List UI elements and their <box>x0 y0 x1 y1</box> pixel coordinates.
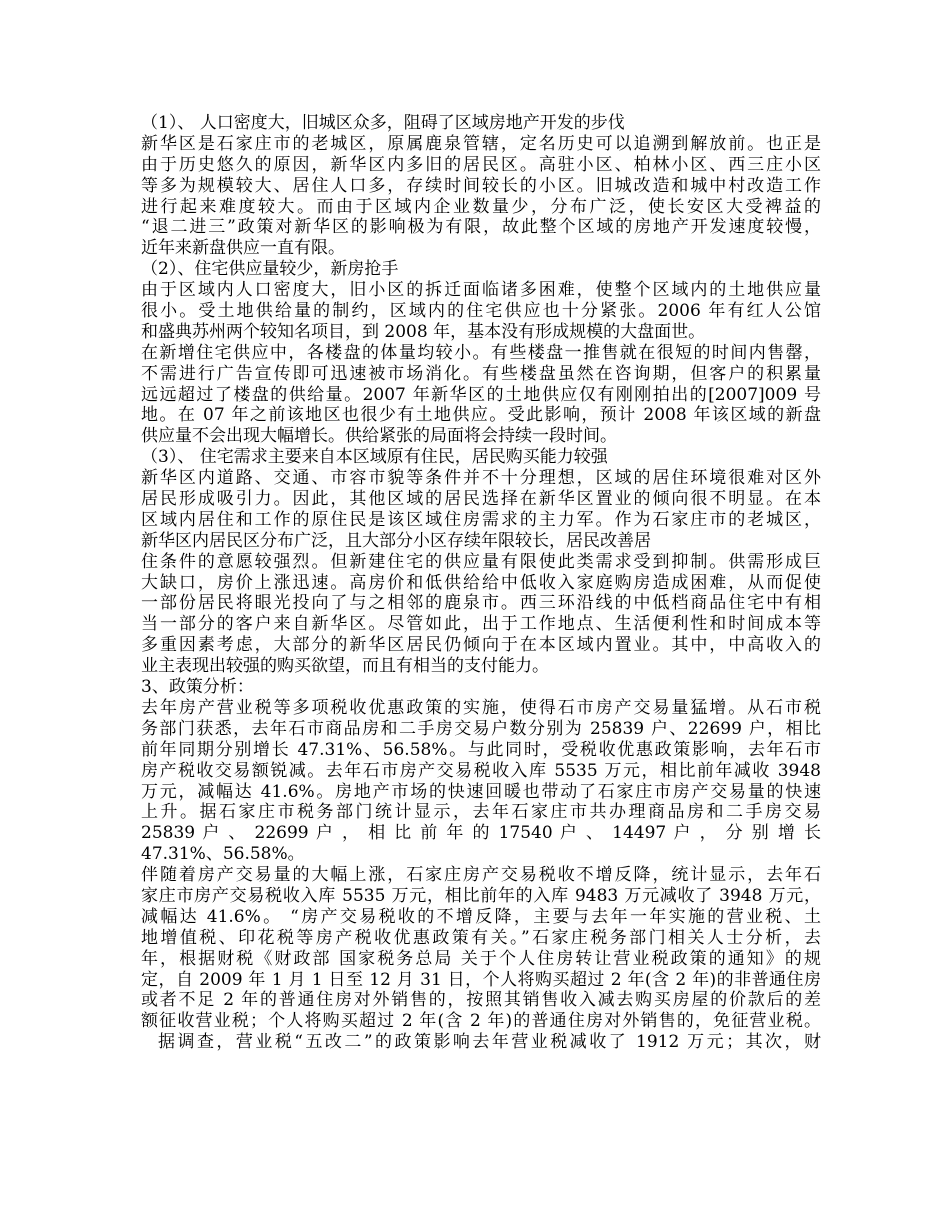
document-body <box>141 113 821 1053</box>
text-line: 地增值税、印花税等房产税收优惠政策有关。”石家庄税务部门相关人士分析，去 <box>141 927 821 948</box>
text-line: 新华区内道路、交通、市容市貌等条件并不十分理想，区域的居住环境很难对区外 <box>141 468 821 489</box>
text-line: 业主表现出较强的购买欲望，而且有相当的支付能力。 <box>141 656 549 677</box>
text-line: 进行起来难度较大。而由于区域内企业数量少，分布广泛，使长安区大受裨益的 <box>141 196 821 217</box>
text-line: 去年房产营业税等多项税收优惠政策的实施，使得石市房产交易量猛增。从石市税 <box>141 697 821 718</box>
text-line: 年，根据财税《财政部 国家税务总局 关于个人住房转让营业税政策的通知》的规 <box>141 948 821 969</box>
text-line: 住条件的意愿较强烈。但新建住宅的供应量有限使此类需求受到抑制。供需形成巨 <box>141 551 821 572</box>
text-line: 和盛典苏州两个较知名项目，到 2008 年，基本没有形成规模的大盘面世。 <box>141 321 706 342</box>
text-line: 地。在 07 年之前该地区也很少有土地供应。受此影响，预计 2008 年该区域的新盘 <box>141 405 821 426</box>
text-line: 远远超过了楼盘的供给量。2007 年新华区的土地供应仅有刚刚拍出的[2007]009 号 <box>141 384 821 405</box>
text-line: 居民形成吸引力。因此，其他区域的居民选择在新华区置业的倾向很不明显。在本 <box>141 489 821 510</box>
text-line: 务部门获悉，去年石市商品房和二手房交易户数分别为 25839 户、22699 户，相比 <box>141 718 821 739</box>
text-line: 由于历史悠久的原因，新华区内多旧的居民区。高驻小区、柏林小区、西三庄小区 <box>141 154 821 175</box>
text-line: 多重因素考虑，大部分的新华区居民仍倾向于在本区域内置业。其中，中高收入的 <box>141 635 821 656</box>
text-line: （2）、住宅供应量较少，新房抢手 <box>141 259 399 280</box>
text-line: “退二进三”政策对新华区的影响极为有限，故此整个区域的房地产开发速度较慢， <box>141 217 821 238</box>
text-line: 新华区是石家庄市的老城区，原属鹿泉管辖，定名历史可以追溯到解放前。也正是 <box>141 133 821 154</box>
text-line: 定，自 2009 年 1 月 1 日至 12 月 31 日，个人将购买超过 2 年(含 2 年)的非普通住房 <box>141 969 821 990</box>
text-line: 新华区内居民区分布广泛，且大部分小区存续年限较长，居民改善居 <box>141 530 651 551</box>
text-line: 一部份居民将眼光投向了与之相邻的鹿泉市。西三环沿线的中低档商品住宅中有相 <box>141 593 821 614</box>
text-line: 额征收营业税；个人将购买超过 2 年(含 2 年)的普通住房对外销售的，免征营业税。 <box>141 1011 821 1032</box>
text-line: 很小。受土地供给量的制约，区域内的住宅供应也十分紧张。2006 年有红人公馆 <box>141 301 821 322</box>
text-line: 据调查，营业税“五改二”的政策影响去年营业税减收了 1912 万元；其次，财 <box>158 1032 821 1053</box>
text-line: 当一部分的客户来自新华区。尽管如此，出于工作地点、生活便利性和时间成本等 <box>141 614 821 635</box>
text-line: 房产税收交易额锐减。去年石市房产交易税收入库 5535 万元，相比前年减收 3948 <box>141 760 821 781</box>
text-line: 供应量不会出现大幅增长。供给紧张的局面将会持续一段时间。 <box>141 426 617 447</box>
text-line: 或者不足 2 年的普通住房对外销售的，按照其销售收入减去购买房屋的价款后的差 <box>141 990 821 1011</box>
text-line: 区域内居住和工作的原住民是该区域住房需求的主力军。作为石家庄市的老城区， <box>141 509 821 530</box>
text-line: 不需进行广告宣传即可迅速被市场消化。有些楼盘虽然在咨询期，但客户的积累量 <box>141 363 821 384</box>
text-line: （1）、 人口密度大，旧城区众多，阻碍了区域房地产开发的步伐 <box>141 113 625 133</box>
text-line: 大缺口，房价上涨迅速。高房价和低供给给中低收入家庭购房造成困难，从而促使 <box>141 572 821 593</box>
text-line: 近年来新盘供应一直有限。 <box>141 238 345 259</box>
text-line: 等多为规模较大、居住人口多，存续时间较长的小区。旧城改造和城中村改造工作 <box>141 175 821 196</box>
text-line: 上升。据石家庄市税务部门统计显示，去年石家庄市共办理商品房和二手房交易 <box>141 802 821 823</box>
text-line: 在新增住宅供应中，各楼盘的体量均较小。有些楼盘一推售就在很短的时间内售罄， <box>141 342 821 363</box>
text-line: 由于区域内人口密度大，旧小区的拆迁面临诸多困难，使整个区域内的土地供应量 <box>141 280 821 301</box>
text-line: 前年同期分别增长 47.31%、56.58%。与此同时，受税收优惠政策影响，去年石市 <box>141 739 821 760</box>
text-line: 47.31%、56.58%。 <box>141 844 305 865</box>
text-line: 万元，减幅达 41.6%。房地产市场的快速回暖也带动了石家庄市房产交易量的快速 <box>141 781 821 802</box>
text-line: 3、政策分析： <box>141 677 254 698</box>
text-line: 减幅达 41.6%。 “房产交易税收的不增反降，主要与去年一年实施的营业税、土 <box>141 906 821 927</box>
text-line: 25839 户 、 22699 户 ， 相 比 前 年 的 17540 户 、 14497 户 ， 分 别 增 长 <box>141 823 821 844</box>
text-line: （3）、 住宅需求主要来自本区域原有住民，居民购买能力较强 <box>141 447 608 468</box>
text-line: 家庄市房产交易税收入库 5535 万元，相比前年的入库 9483 万元减收了 3948 万元， <box>141 885 821 906</box>
text-line: 伴随着房产交易量的大幅上涨，石家庄房产交易税收不增反降，统计显示，去年石 <box>141 865 821 886</box>
